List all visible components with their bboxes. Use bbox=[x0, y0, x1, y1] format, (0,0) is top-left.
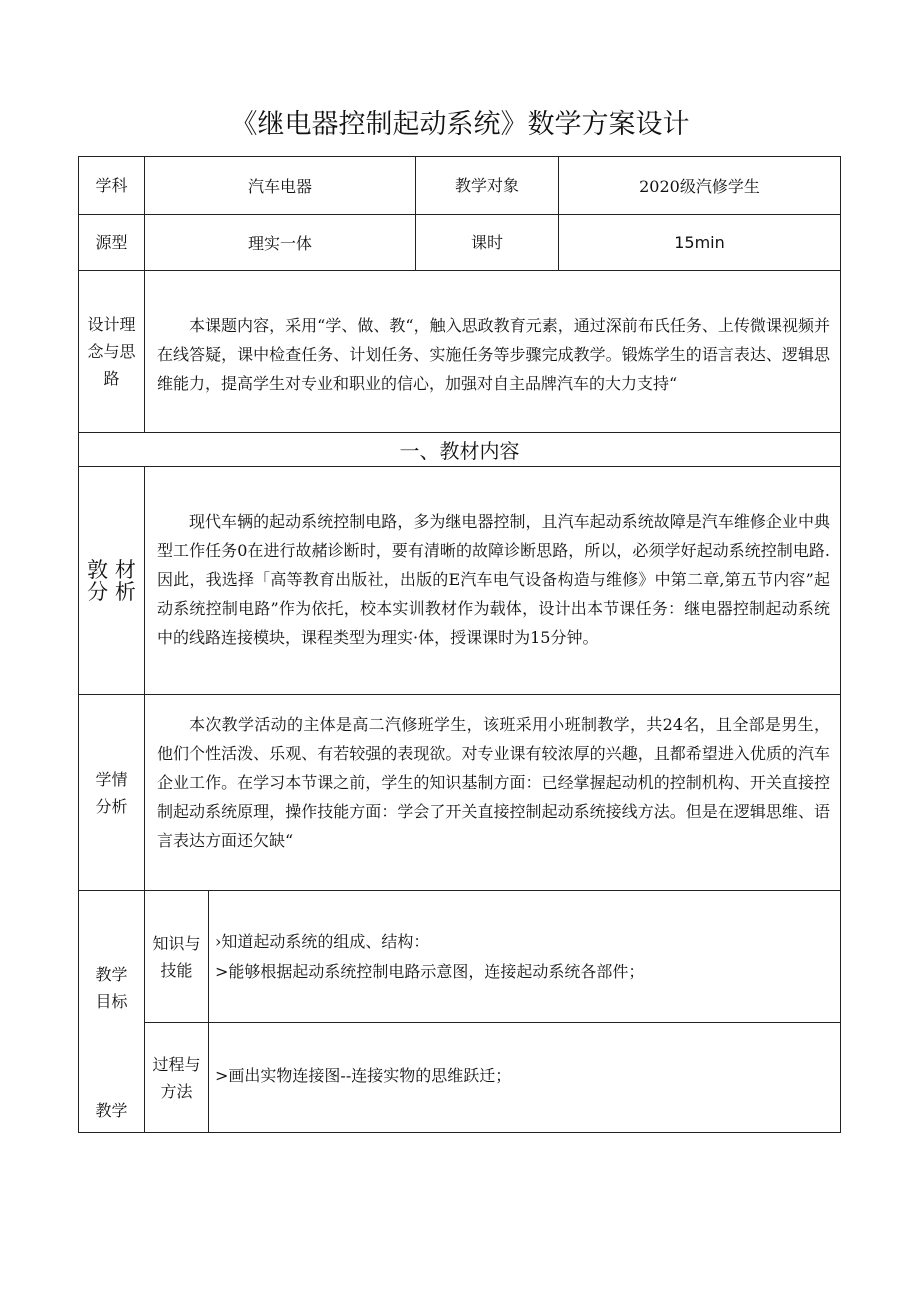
document-title: 《继电器控制起动系统》数学方案设计 bbox=[230, 109, 690, 140]
design-label-line: 设计理 bbox=[87, 315, 136, 334]
process-items bbox=[209, 1023, 841, 1133]
subject-label: 学科 bbox=[79, 157, 145, 215]
design-label-line: 路 bbox=[103, 369, 120, 388]
materials-label-line: 分 析 bbox=[87, 579, 136, 604]
materials-text: 现代车辆的起动系统控制电路，多为继电器控制，且汽车起动系统故障是汽车维修企业中典型工作任务0在进行故赭诊断时，要有清晰的故障诊断思路，所以，必须学好起动系统控制电路.因此，我选择「高等教育出版社，出版的E汽车电气设备构造与维修》中第二章,第五节内容”起动系统控制电路”作为依托，校本实训教材作为载体，设计出本节课任务：继电器控制起动系统中的线路连接模块，课程类型为理实·体，授课课时为15分钟。 bbox=[157, 512, 830, 647]
knowledge-item: ›知道起动系统的组成、结构： bbox=[215, 932, 430, 951]
knowledge-label-line: 技能 bbox=[160, 960, 193, 980]
design-label bbox=[79, 271, 145, 433]
hours-label: 课时 bbox=[416, 215, 559, 271]
objectives-continued-label: 教学 bbox=[95, 1101, 128, 1120]
type-value: 理实一体 bbox=[145, 215, 416, 271]
knowledge-label bbox=[145, 891, 209, 1023]
design-label-line: 念与思 bbox=[87, 342, 136, 361]
knowledge-items bbox=[209, 891, 841, 1023]
students-label-line: 分析 bbox=[95, 796, 128, 816]
objectives-label bbox=[79, 891, 145, 1133]
objectives-label-line: 教学 bbox=[95, 965, 128, 984]
subject-value: 汽车电器 bbox=[145, 157, 416, 215]
knowledge-item: >能够根据起动系统控制电路示意图，连接起动系统各部件； bbox=[215, 962, 645, 981]
knowledge-label-line: 知识与 bbox=[152, 933, 201, 953]
design-text: 本课题内容，采用“学、做、教“，触入思政教育元素，通过深前布氏任务、上传微课视频并在线答疑，课中检查任务、计划任务、实施任务等步骤完成教学。锻炼学生的语言表达、逻辑思维能力，提高学生对专业和职业的信心，加强对自主品牌汽车的大力支持“ bbox=[157, 316, 830, 393]
students-text-cell bbox=[145, 695, 841, 891]
materials-label-line: 敦 材 bbox=[87, 557, 136, 582]
type-label: 源型 bbox=[79, 215, 145, 271]
students-label-line: 学情 bbox=[95, 769, 128, 789]
process-label-line: 方法 bbox=[160, 1081, 193, 1101]
process-label bbox=[145, 1023, 209, 1133]
audience-label: 教学对象 bbox=[416, 157, 559, 215]
process-label-line: 过程与 bbox=[152, 1054, 201, 1074]
objectives-label-line: 目标 bbox=[95, 992, 128, 1011]
design-text-cell bbox=[145, 271, 841, 433]
section-heading-materials: 一、教材内容 bbox=[79, 433, 841, 467]
students-text: 本次教学活动的主体是高二汽修班学生，该班采用小班制教学，共24名，且全部是男生，他们个性活泼、乐观、有若较强的表现欲。对专业课有较浓厚的兴趣，且都希望进入优质的汽车企业工作。在学习本节课之前，学生的知识基制方面：已经掌握起动机的控制机构、开关直接控制起动系统原理，操作技能方面：学会了开关直接控制起动系统接线方法。但是在逻辑思维、语言表达方面还欠缺“ bbox=[157, 715, 830, 850]
materials-label bbox=[79, 467, 145, 695]
hours-value: 15min bbox=[559, 215, 841, 271]
audience-value: 2020级汽修学生 bbox=[559, 157, 841, 215]
students-label bbox=[79, 695, 145, 891]
lesson-plan-table bbox=[78, 156, 841, 1133]
materials-text-cell bbox=[145, 467, 841, 695]
process-item: >画出实物连接图--连接实物的思维跃迁； bbox=[215, 1066, 512, 1085]
